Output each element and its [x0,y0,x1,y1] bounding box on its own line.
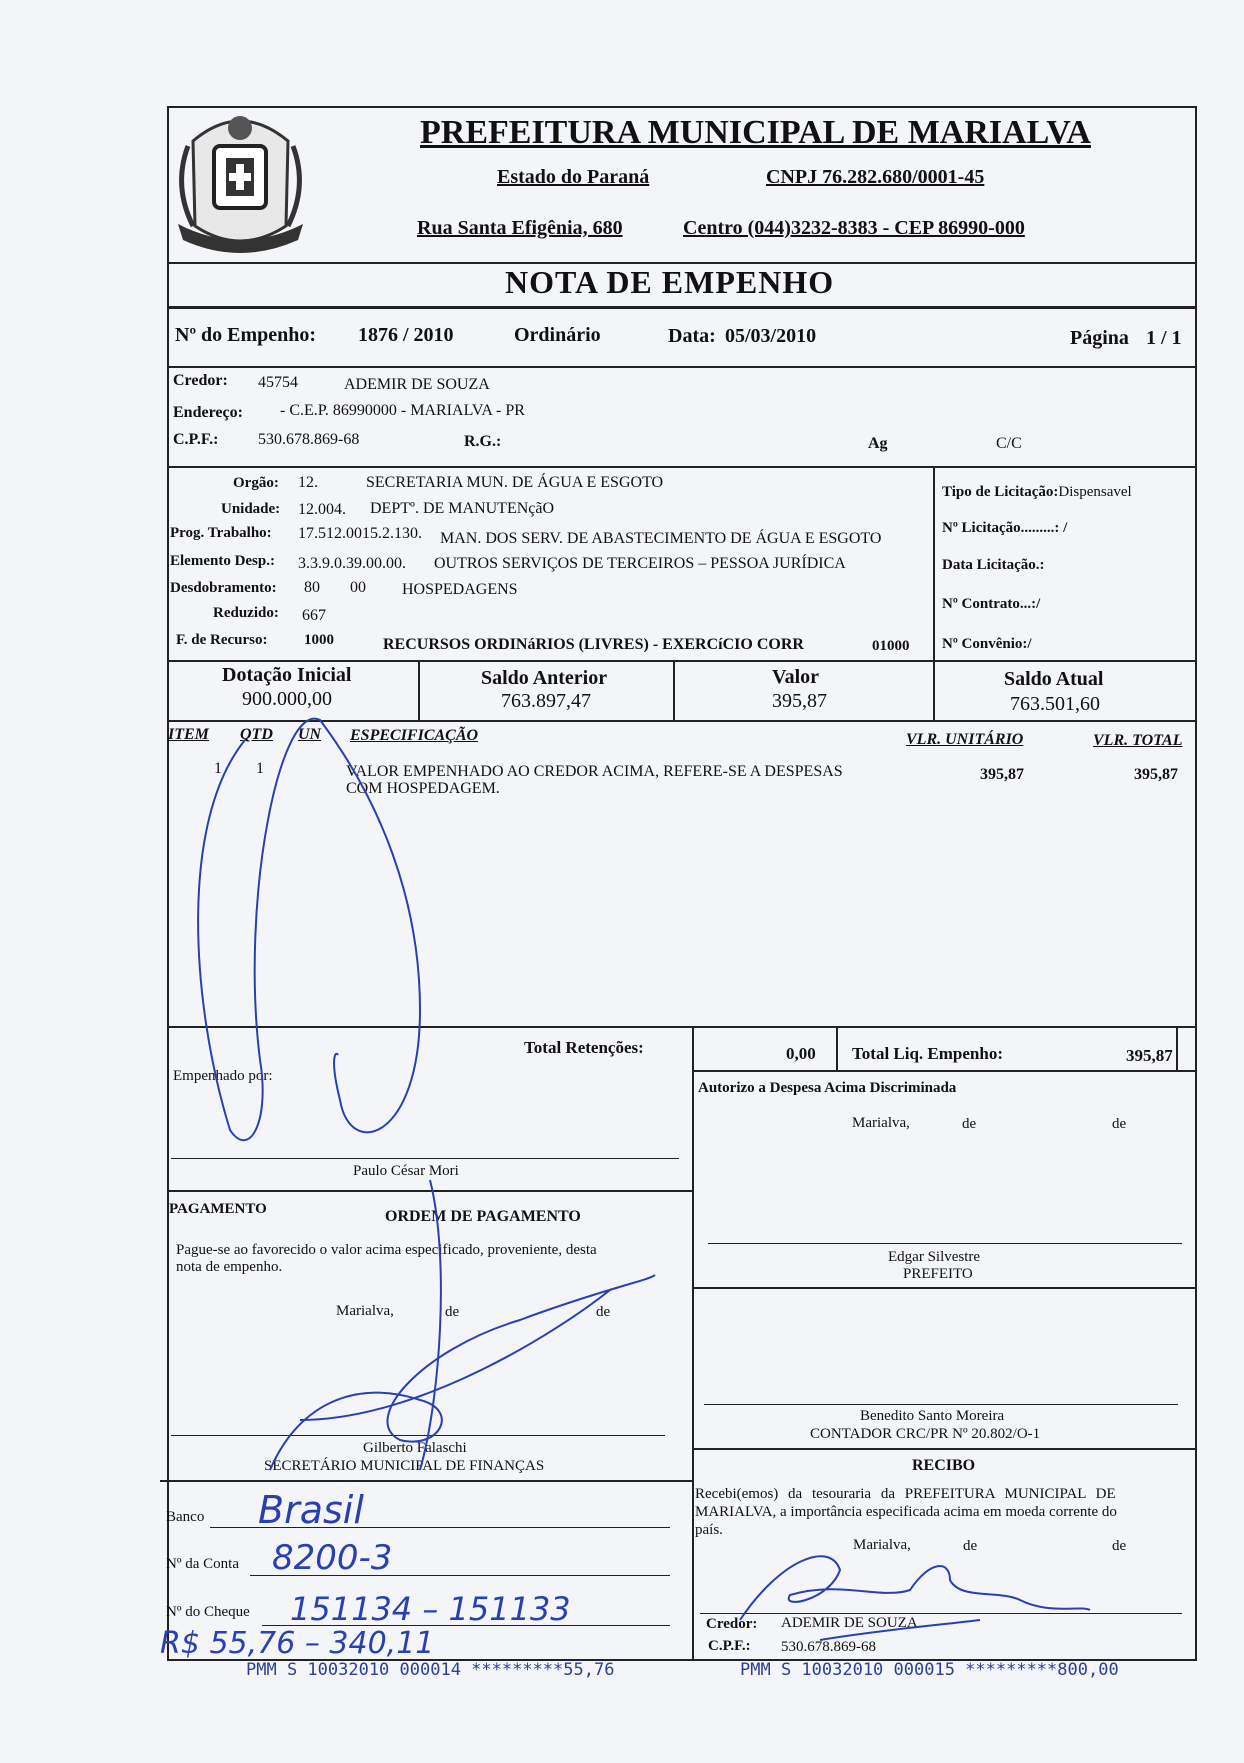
contador-name: Benedito Santo Moreira [860,1408,1005,1424]
dotacao-value: 900.000,00 [242,688,332,710]
cheque-label: Nº do Cheque [166,1604,250,1620]
valor-label: Valor [772,666,820,688]
reduzido-label: Reduzido: [213,605,279,621]
valor-value: 395,87 [772,690,827,712]
recibo-text-2: MARIALVA, a importância especificada acima em moeda corrente do [695,1504,1117,1520]
items-header-qtd: QTD [240,726,273,743]
cheque-value: 151134 – 151133 [290,1590,571,1628]
prog-desc: MAN. DOS SERV. DE ABASTECIMENTO DE ÁGUA E ESGOTO [440,530,882,547]
cpf-value: 530.678.869-68 [258,431,360,448]
recibo-credor-name: ADEMIR DE SOUZA [781,1615,918,1631]
item-desc-line1: VALOR EMPENHADO AO CREDOR ACIMA, REFERE-SE A DESPESAS [346,763,843,780]
recibo-de2: de [1112,1538,1127,1554]
credor-code: 45754 [258,374,298,391]
conta-label: Nº da Conta [166,1556,239,1572]
elemento-code: 3.3.9.0.39.00.00. [298,555,406,572]
document-title: NOTA DE EMPENHO [505,264,835,300]
pagamento-text-1: Pague-se ao favorecido o valor acima especificado, proveniente, desta [176,1242,597,1258]
ordem-pagamento-title: ORDEM DE PAGAMENTO [385,1208,581,1225]
signature-secretario [270,1180,655,1470]
signature-credor [740,1556,1090,1640]
state-label: Estado do Paraná [497,166,650,188]
desdobramento-a: 80 [304,579,320,596]
recurso-label: F. de Recurso: [176,632,268,648]
prefeito-name: Edgar Silvestre [888,1249,981,1265]
credor-label: Credor: [173,372,228,389]
empenho-type: Ordinário [514,324,601,346]
liq-empenho-label: Total Liq. Empenho: [852,1044,1003,1063]
recurso-desc: RECURSOS ORDINáRIOS (LIVRES) - EXERCíCIO CORR [383,636,804,653]
empenho-number-label: Nº do Empenho: [175,324,317,346]
pagamento-de1: de [445,1304,460,1320]
item-total-value: 395,87 [1134,766,1178,783]
contrato-label: Nº Contrato...:/ [942,596,1041,612]
prefeitura-title: PREFEITURA MUNICIPAL DE MARIALVA [420,114,1091,151]
page-label: Página [1070,327,1129,349]
secretario-name: Gilberto Falaschi [363,1440,467,1456]
unidade-desc: DEPTº. DE MANUTENçãO [370,500,555,517]
reduzido-code: 667 [302,607,326,624]
stamp-left: PMM S 10032010 000014 *********55,76 [246,1660,615,1680]
recibo-text-1: Recebi(emos) da tesouraria da PREFEITURA MUNICIPAL DE [695,1486,1116,1502]
rg-label: R.G.: [464,433,502,450]
unidade-label: Unidade: [221,501,281,517]
retencoes-value: 0,00 [786,1044,816,1063]
conta-value: 8200-3 [272,1538,393,1578]
elemento-desc: OUTROS SERVIÇOS DE TERCEIROS – PESSOA JURÍDICA [434,555,846,572]
recibo-city: Marialva, [853,1537,911,1553]
cc-label: C/C [996,435,1022,452]
recurso-num: 01000 [872,638,910,654]
num-licitacao-label: Nº Licitação.........: / [942,520,1068,536]
saldo-atual-label: Saldo Atual [1004,668,1104,690]
prog-label: Prog. Trabalho: [170,525,272,541]
tipo-licitacao-label: Tipo de Licitação:Dispensavel [942,484,1132,500]
autorizo-de1: de [962,1116,977,1132]
recurso-code: 1000 [304,632,334,648]
orgao-code: 12. [298,474,318,491]
dotacao-label: Dotação Inicial [222,664,352,686]
cheque-amounts: R$ 55,76 – 340,11 [160,1626,435,1661]
cnpj-label: CNPJ 76.282.680/0001-45 [766,166,985,188]
autorizo-city: Marialva, [852,1115,910,1131]
item-number: 1 [214,760,222,777]
cpf-label: C.P.F.: [173,431,219,448]
recibo-cpf: 530.678.869-68 [781,1639,876,1655]
convenio-label: Nº Convênio:/ [942,636,1032,652]
address-label: Rua Santa Efigênia, 680 [417,217,623,239]
pagamento-title: PAGAMENTO [169,1201,267,1217]
item-desc-line2: COM HOSPEDAGEM. [346,780,500,797]
ag-label: Ag [868,435,888,452]
item-unit-value: 395,87 [980,766,1024,783]
page-number: 1 / 1 [1146,327,1182,349]
prog-code: 17.512.0015.2.130. [298,525,422,542]
desdobramento-label: Desdobramento: [170,580,277,596]
desdobramento-desc: HOSPEDAGENS [402,581,518,598]
endereco-label: Endereço: [173,404,243,421]
empenho-date: 05/03/2010 [725,325,817,347]
empenho-date-label: Data: [668,325,716,347]
banco-label: Banco [166,1509,205,1525]
empenhado-label: Empenhado por: [173,1068,273,1084]
retencoes-label: Total Retenções: [524,1038,644,1057]
empenho-number: 1876 / 2010 [358,324,454,346]
items-header-un: UN [298,726,322,743]
elemento-label: Elemento Desp.: [170,553,275,569]
items-header-vlr-total: VLR. TOTAL [1093,732,1183,749]
data-licitacao-label: Data Licitação.: [942,557,1045,573]
items-header-item: ITEM [168,726,209,743]
banco-value: Brasil [258,1488,364,1532]
pagamento-de2: de [596,1304,611,1320]
item-qtd: 1 [256,760,264,777]
prefeito-title: PREFEITO [903,1266,973,1282]
recibo-credor-label: Credor: [706,1616,758,1632]
autorizo-de2: de [1112,1116,1127,1132]
autorizo-label: Autorizo a Despesa Acima Discriminada [698,1080,957,1096]
items-header-vlr-unit: VLR. UNITÁRIO [906,731,1024,748]
recibo-cpf-label: C.P.F.: [708,1638,751,1654]
saldo-atual-value: 763.501,60 [1010,693,1100,715]
orgao-desc: SECRETARIA MUN. DE ÁGUA E ESGOTO [366,474,664,491]
stamp-right: PMM S 10032010 000015 *********800,00 [740,1660,1119,1680]
items-header-espec: ESPECIFICAÇÃO [350,727,479,744]
pagamento-city: Marialva, [336,1303,394,1319]
signature-empenhado [198,719,420,1141]
address2-label: Centro (044)3232-8383 - CEP 86990-000 [683,217,1025,239]
endereco-value: - C.E.P. 86990000 - MARIALVA - PR [280,402,525,419]
credor-name: ADEMIR DE SOUZA [344,376,490,393]
secretario-title: SECRETÁRIO MUNICIPAL DE FINANÇAS [264,1458,545,1474]
desdobramento-b: 00 [350,579,366,596]
unidade-code: 12.004. [298,501,346,518]
recibo-title: RECIBO [912,1457,976,1474]
empenhado-name: Paulo César Mori [353,1163,459,1179]
contador-title: CONTADOR CRC/PR Nº 20.802/O-1 [810,1426,1041,1442]
liq-empenho-value: 395,87 [1126,1046,1173,1065]
saldo-anterior-label: Saldo Anterior [481,667,608,689]
orgao-label: Orgão: [233,475,279,491]
saldo-anterior-value: 763.897,47 [501,690,591,712]
recibo-de1: de [963,1538,978,1554]
recibo-text-3: país. [695,1522,723,1538]
pagamento-text-2: nota de empenho. [176,1259,283,1275]
